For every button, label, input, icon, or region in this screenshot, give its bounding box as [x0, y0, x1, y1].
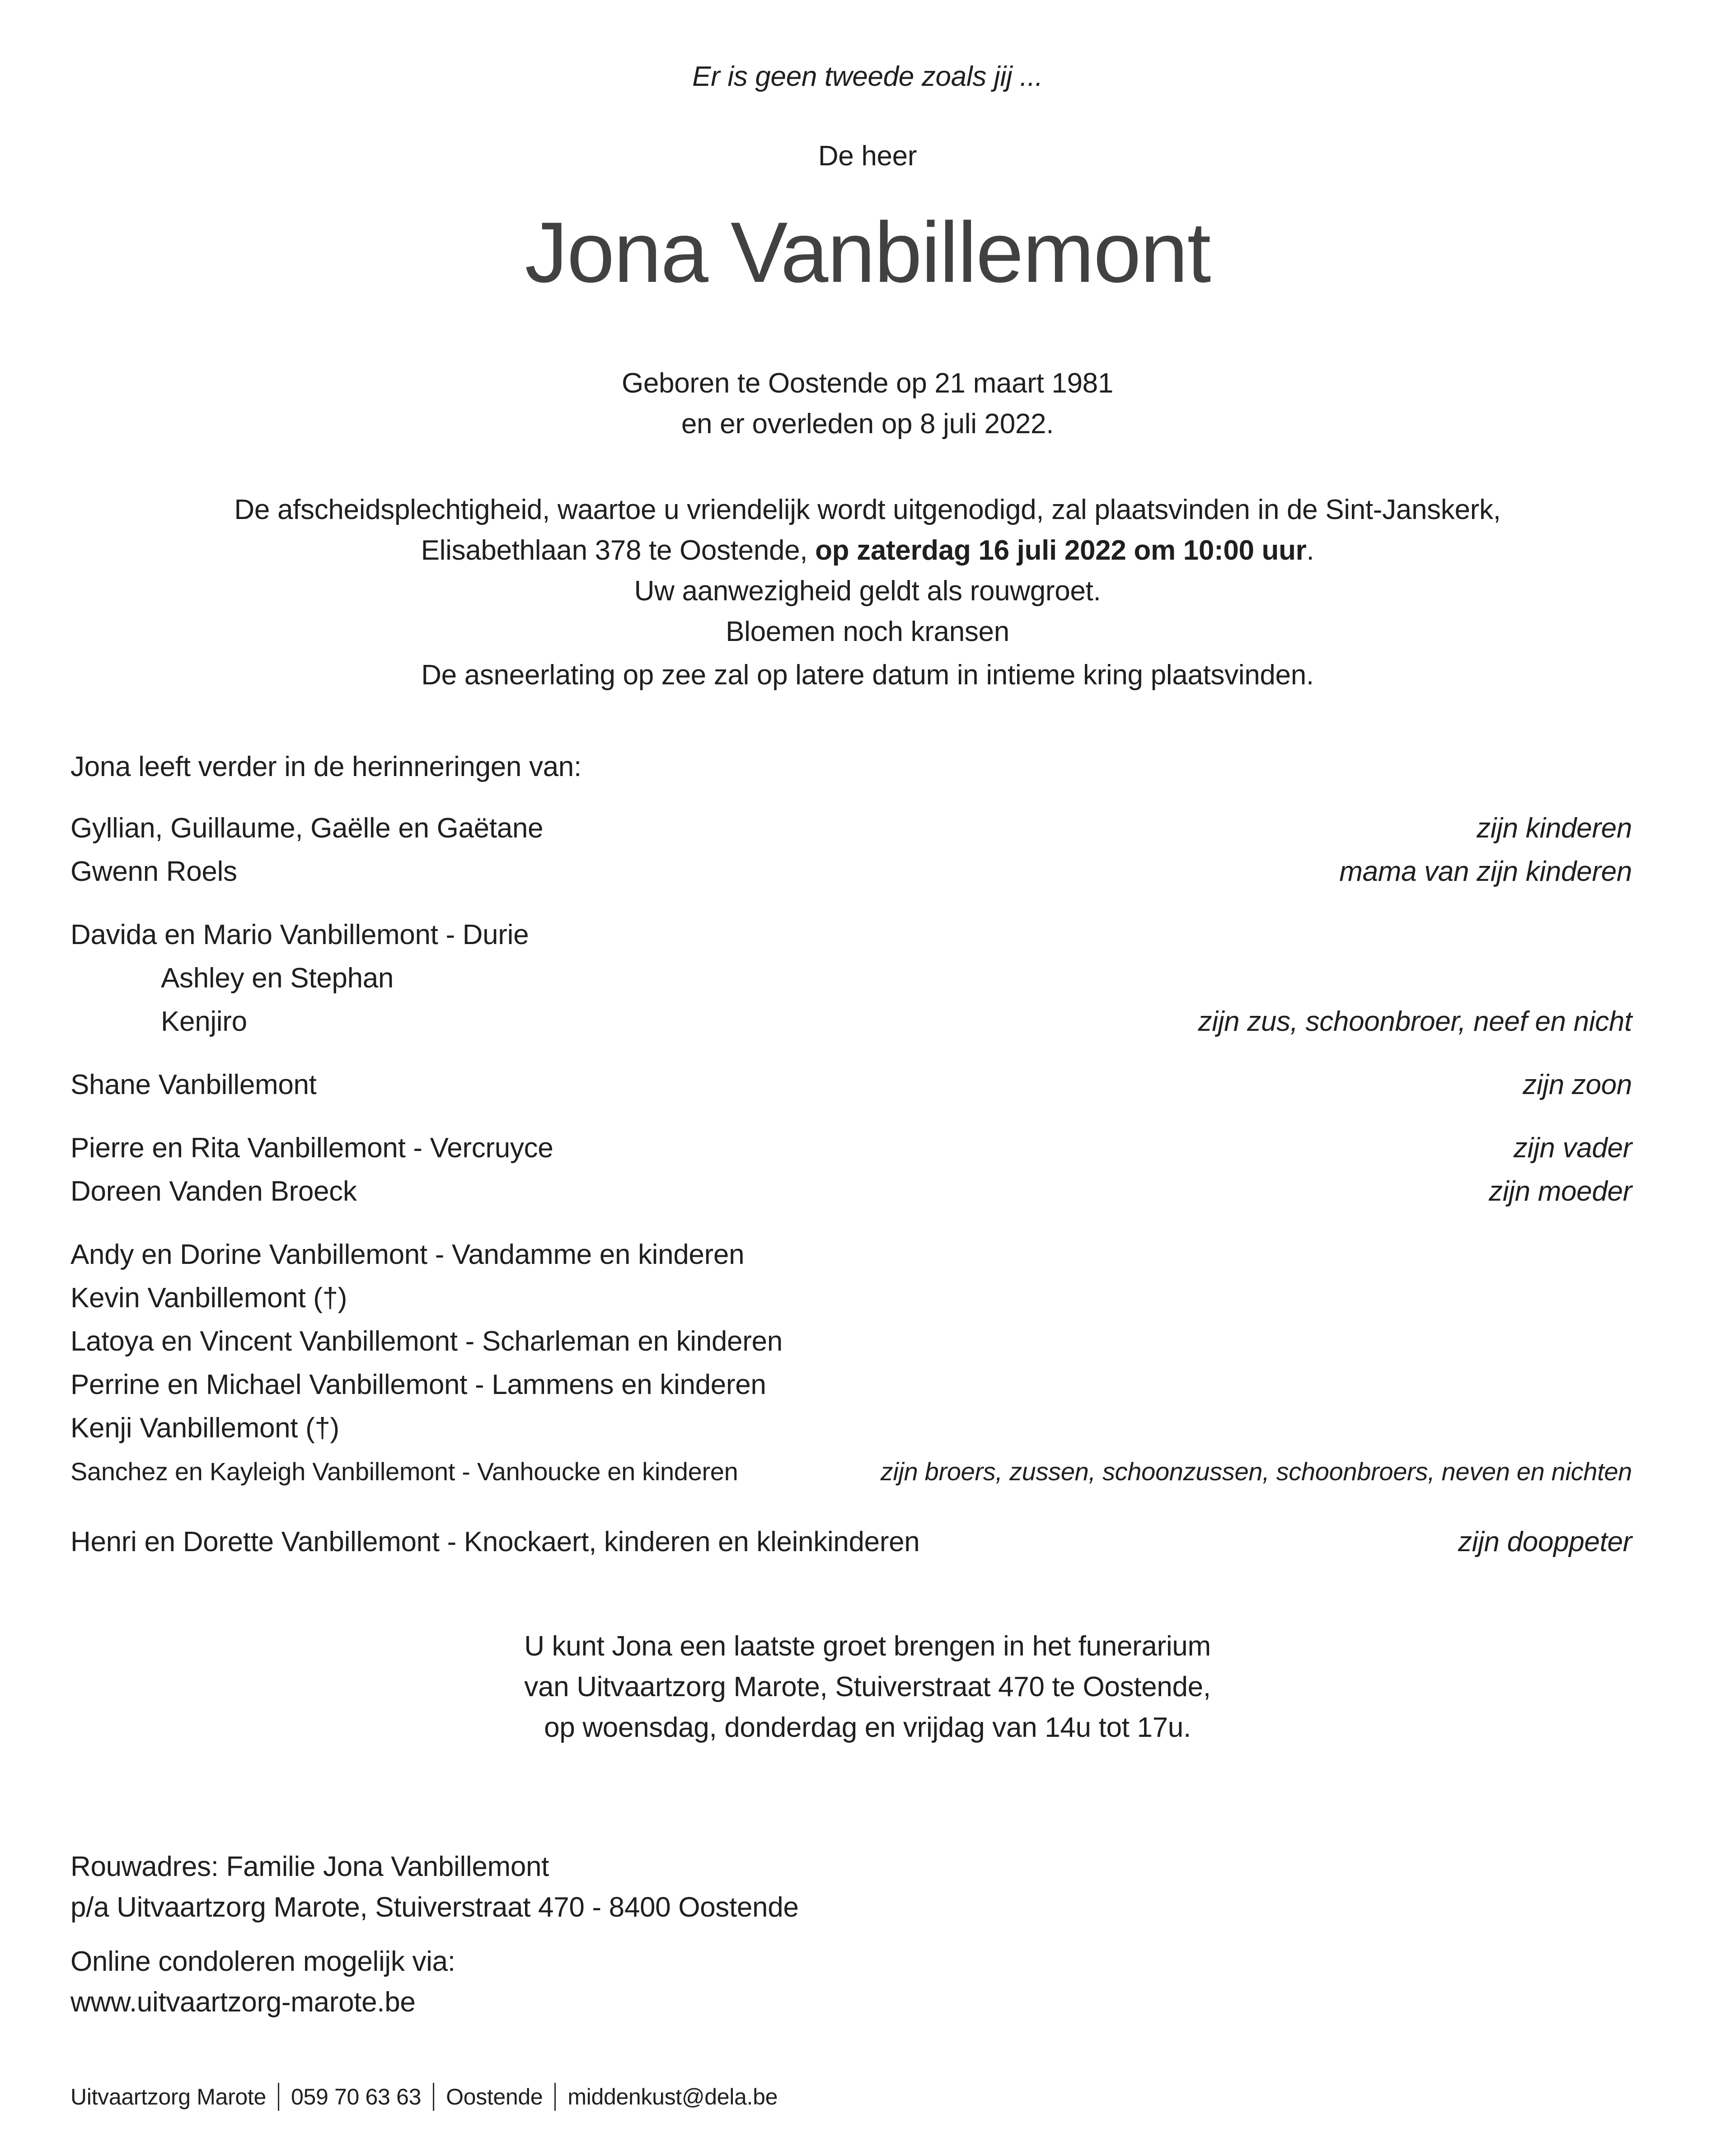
- funeral-home-city: Oostende: [446, 2084, 543, 2109]
- relative-names: Henri en Dorette Vanbillemont - Knockaert, kinderen en kleinkinderen: [70, 1526, 920, 1557]
- online-condolence-line: Online condoleren mogelijk via:: [70, 1946, 455, 1977]
- relative-names: Latoya en Vincent Vanbillemont - Scharleman en kinderen: [70, 1326, 783, 1357]
- ceremony-line-2: [0, 530, 1735, 571]
- memorial-row: [70, 913, 1632, 957]
- deceased-name: Jona Vanbillemont: [525, 205, 1210, 300]
- funeral-home-email: middenkust@dela.be: [567, 2084, 778, 2109]
- memorial-list-section: [70, 753, 1632, 1564]
- relative-names: Andy en Dorine Vanbillemont - Vandamme en kinderen: [70, 1239, 745, 1270]
- relative-names: Pierre en Rita Vanbillemont - Vercruyce: [70, 1132, 553, 1164]
- memorial-row: [70, 1170, 1632, 1213]
- relative-names: Ashley en Stephan: [161, 963, 394, 994]
- visitation-line-3: op woensdag, donderdag en vrijdag van 14u tot 17u.: [544, 1712, 1191, 1743]
- memorial-row: [70, 1450, 1632, 1493]
- ceremony-datetime: op zaterdag 16 juli 2022 om 10:00 uur: [815, 535, 1307, 566]
- mourning-address-line-2: p/a Uitvaartzorg Marote, Stuiverstraat 470 - 8400 Oostende: [70, 1892, 799, 1923]
- relation-label: mama van zijn kinderen: [1339, 856, 1632, 887]
- relation-label: zijn kinderen: [1477, 813, 1632, 844]
- relative-names: Shane Vanbillemont: [70, 1069, 317, 1100]
- ceremony-line-4: Bloemen noch kransen: [726, 616, 1009, 647]
- death-line: en er overleden op 8 juli 2022.: [681, 408, 1054, 440]
- memorial-row: [70, 1320, 1632, 1363]
- memorial-row: [70, 1063, 1632, 1107]
- relation-label: zijn moeder: [1489, 1176, 1632, 1207]
- ceremony-line-1: De afscheidsplechtigheid, waartoe u vriendelijk wordt uitgenodigd, zal plaatsvinden in de Sint-Janskerk,: [234, 494, 1501, 525]
- birth-line: Geboren te Oostende op 21 maart 1981: [621, 368, 1113, 399]
- relative-names: Kenji Vanbillemont (†): [70, 1412, 339, 1444]
- footer-separator: [554, 2083, 556, 2111]
- memorial-row: [70, 850, 1632, 893]
- funeral-home-phone: 059 70 63 63: [291, 2084, 422, 2109]
- relative-names: Gwenn Roels: [70, 856, 237, 887]
- relation-label: zijn zus, schoonbroer, neef en nicht: [1198, 1006, 1632, 1037]
- memorial-row: [70, 1520, 1632, 1564]
- relative-names: Kenjiro: [161, 1006, 247, 1037]
- condolence-website-url: www.uitvaartzorg-marote.be: [70, 1987, 416, 2018]
- relative-names: Doreen Vanden Broeck: [70, 1176, 357, 1207]
- funeral-home-footer: [70, 2082, 1632, 2111]
- memorial-row: [70, 1277, 1632, 1320]
- relative-names: Sanchez en Kayleigh Vanbillemont - Vanhoucke en kinderen: [70, 1457, 738, 1486]
- memorial-row: [70, 1127, 1632, 1170]
- relative-names: Perrine en Michael Vanbillemont - Lammens en kinderen: [70, 1369, 766, 1400]
- memorial-row: [70, 1363, 1632, 1407]
- memorial-row: [70, 1233, 1632, 1277]
- ceremony-location: Elisabethlaan 378 te Oostende,: [421, 535, 816, 566]
- funeral-home-name: Uitvaartzorg Marote: [70, 2084, 266, 2109]
- relative-names: Davida en Mario Vanbillemont - Durie: [70, 919, 529, 950]
- memorial-row: [70, 1407, 1632, 1450]
- header-section: [0, 0, 1735, 696]
- contact-section: [70, 1847, 1632, 2023]
- memorial-row: [70, 957, 1632, 1000]
- visitation-line-1: U kunt Jona een laatste groet brengen in het funerarium: [524, 1631, 1211, 1662]
- memorial-row: [70, 807, 1632, 850]
- relation-label: zijn dooppeter: [1458, 1526, 1632, 1557]
- memorial-intro: Jona leeft verder in de herinneringen van:: [70, 751, 581, 782]
- relation-label: zijn broers, zussen, schoonzussen, schoonbroers, neven en nichten: [880, 1457, 1632, 1486]
- salutation: De heer: [818, 140, 917, 172]
- memorial-quote: Er is geen tweede zoals jij ...: [692, 61, 1043, 92]
- relation-label: zijn zoon: [1523, 1069, 1632, 1100]
- mourning-address-line-1: Rouwadres: Familie Jona Vanbillemont: [70, 1851, 549, 1882]
- ceremony-period: .: [1306, 535, 1314, 566]
- ash-scattering-line: De asneerlating op zee zal op latere datum in intieme kring plaatsvinden.: [421, 659, 1314, 691]
- relative-names: Kevin Vanbillemont (†): [70, 1282, 347, 1314]
- footer-separator: [278, 2083, 279, 2111]
- footer-separator: [433, 2083, 434, 2111]
- relative-names: Gyllian, Guillaume, Gaëlle en Gaëtane: [70, 813, 544, 844]
- visitation-line-2: van Uitvaartzorg Marote, Stuiverstraat 470 te Oostende,: [524, 1671, 1211, 1702]
- relation-label: zijn vader: [1513, 1132, 1632, 1164]
- ceremony-line-3: Uw aanwezigheid geldt als rouwgroet.: [634, 575, 1101, 607]
- memorial-row: [70, 1000, 1632, 1043]
- visitation-section: [0, 1626, 1735, 1748]
